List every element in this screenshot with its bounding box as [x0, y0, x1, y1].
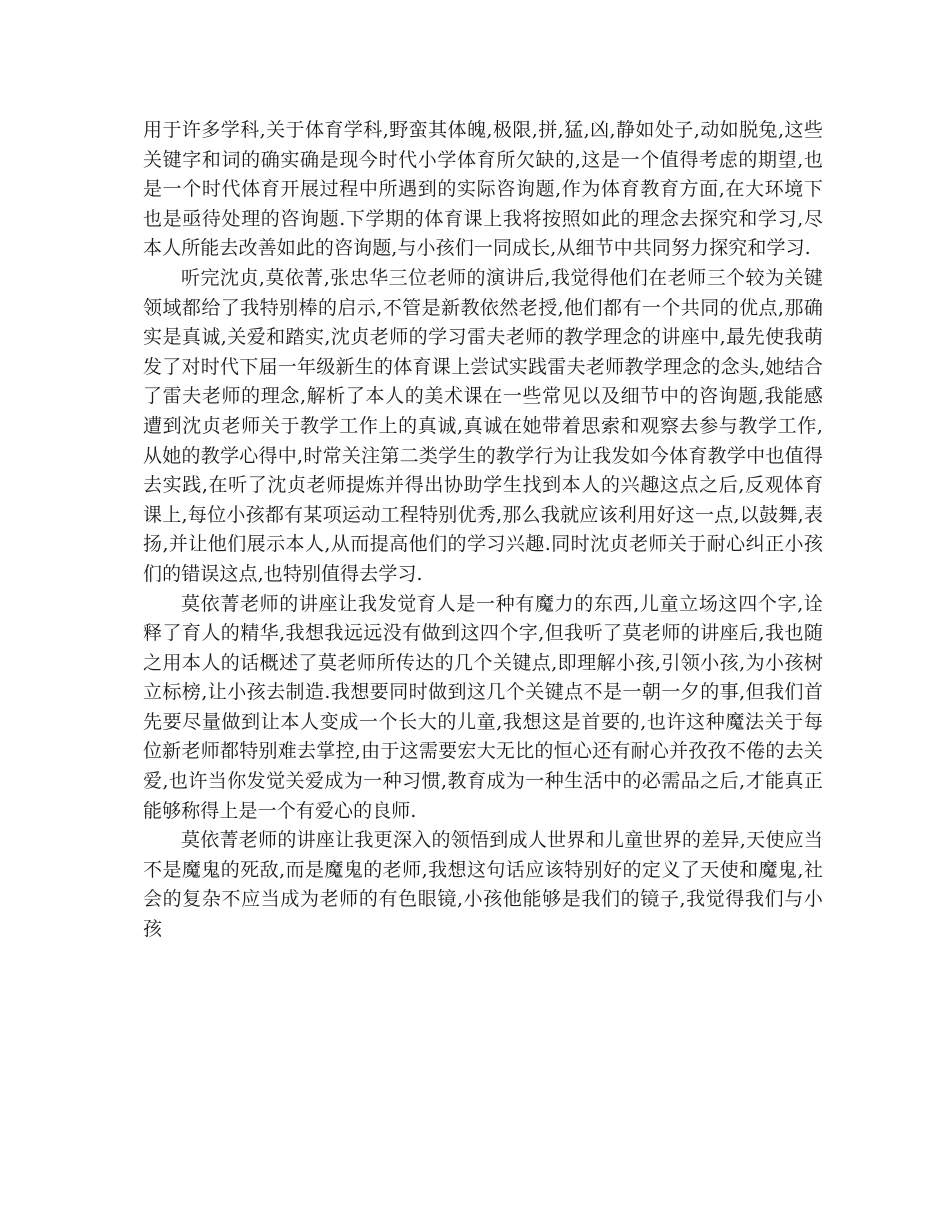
paragraph-1: 用于许多学科,关于体育学科,野蛮其体魄,极限,拼,猛,凶,静如处子,动如脱兔,这些关键字和词的确实确是现今时代小学体育所欠缺的,这是一个值得考虑的期望,也是一个时代体育开展过程中所遇到的实际咨询题,作为体育教育方面,在大环境下也是亟待处理的咨询题.下学期的体育课上我将按照如此的理念去探究和学习,尽本人所能去改善如此的咨询题,与小孩们一同成长,从细节中共同努力探究和学习.: [143, 119, 823, 260]
document-body: [143, 116, 823, 945]
paragraph-4: 莫依菁老师的讲座让我更深入的领悟到成人世界和儿童世界的差异,天使应当不是魔鬼的死敌,而是魔鬼的老师,我想这句话应该特别好的定义了天使和魔鬼,社会的复杂不应当成为老师的有色眼镜,小孩他能够是我们的镜子,我觉得我们与小孩: [143, 829, 823, 941]
paragraph-3: 莫依菁老师的讲座让我发觉育人是一种有魔力的东西,儿童立场这四个字,诠释了育人的精华,我想我远远没有做到这四个字,但我听了莫老师的讲座后,我也随之用本人的话概述了莫老师所传达的几个关键点,即理解小孩,引领小孩,为小孩树立标榜,让小孩去制造.我想要同时做到这几个关键点不是一朝一夕的事,但我们首先要尽量做到让本人变成一个长大的儿童,我想这是首要的,也许这种魔法关于每位新老师都特别难去掌控,由于这需要宏大无比的恒心还有耐心并孜孜不倦的去关爱,也许当你发觉关爱成为一种习惯,教育成为一种生活中的必需品之后,才能真正能够称得上是一个有爱心的良师.: [143, 592, 823, 822]
paragraph-2: 听完沈贞,莫依菁,张忠华三位老师的演讲后,我觉得他们在老师三个较为关键领域都给了我特别棒的启示,不管是新教依然老授,他们都有一个共同的优点,那确实是真诚,关爱和踏实,沈贞老师的学习雷夫老师的教学理念的讲座中,最先使我萌发了对时代下届一年级新生的体育课上尝试实践雷夫老师教学理念的念头,她结合了雷夫老师的理念,解析了本人的美术课在一些常见以及细节中的咨询题,我能感遭到沈贞老师关于教学工作上的真诚,真诚在她带着思索和观察去参与教学工作, 从她的教学心得中,时常关注第二类学生的教学行为让我发如今体育教学中也值得去实践,在听了沈贞老师提炼并得出协助学生找到本人的兴趣这点之后,反观体育课上,每位小孩都有某项运动工程特别优秀,那么我就应该利用好这一点,以鼓舞,表扬,并让他们展示本人,从而提高他们的学习兴趣.同时沈贞老师关于耐心纠正小孩们的错误这点,也特别值得去学习.: [143, 266, 823, 585]
